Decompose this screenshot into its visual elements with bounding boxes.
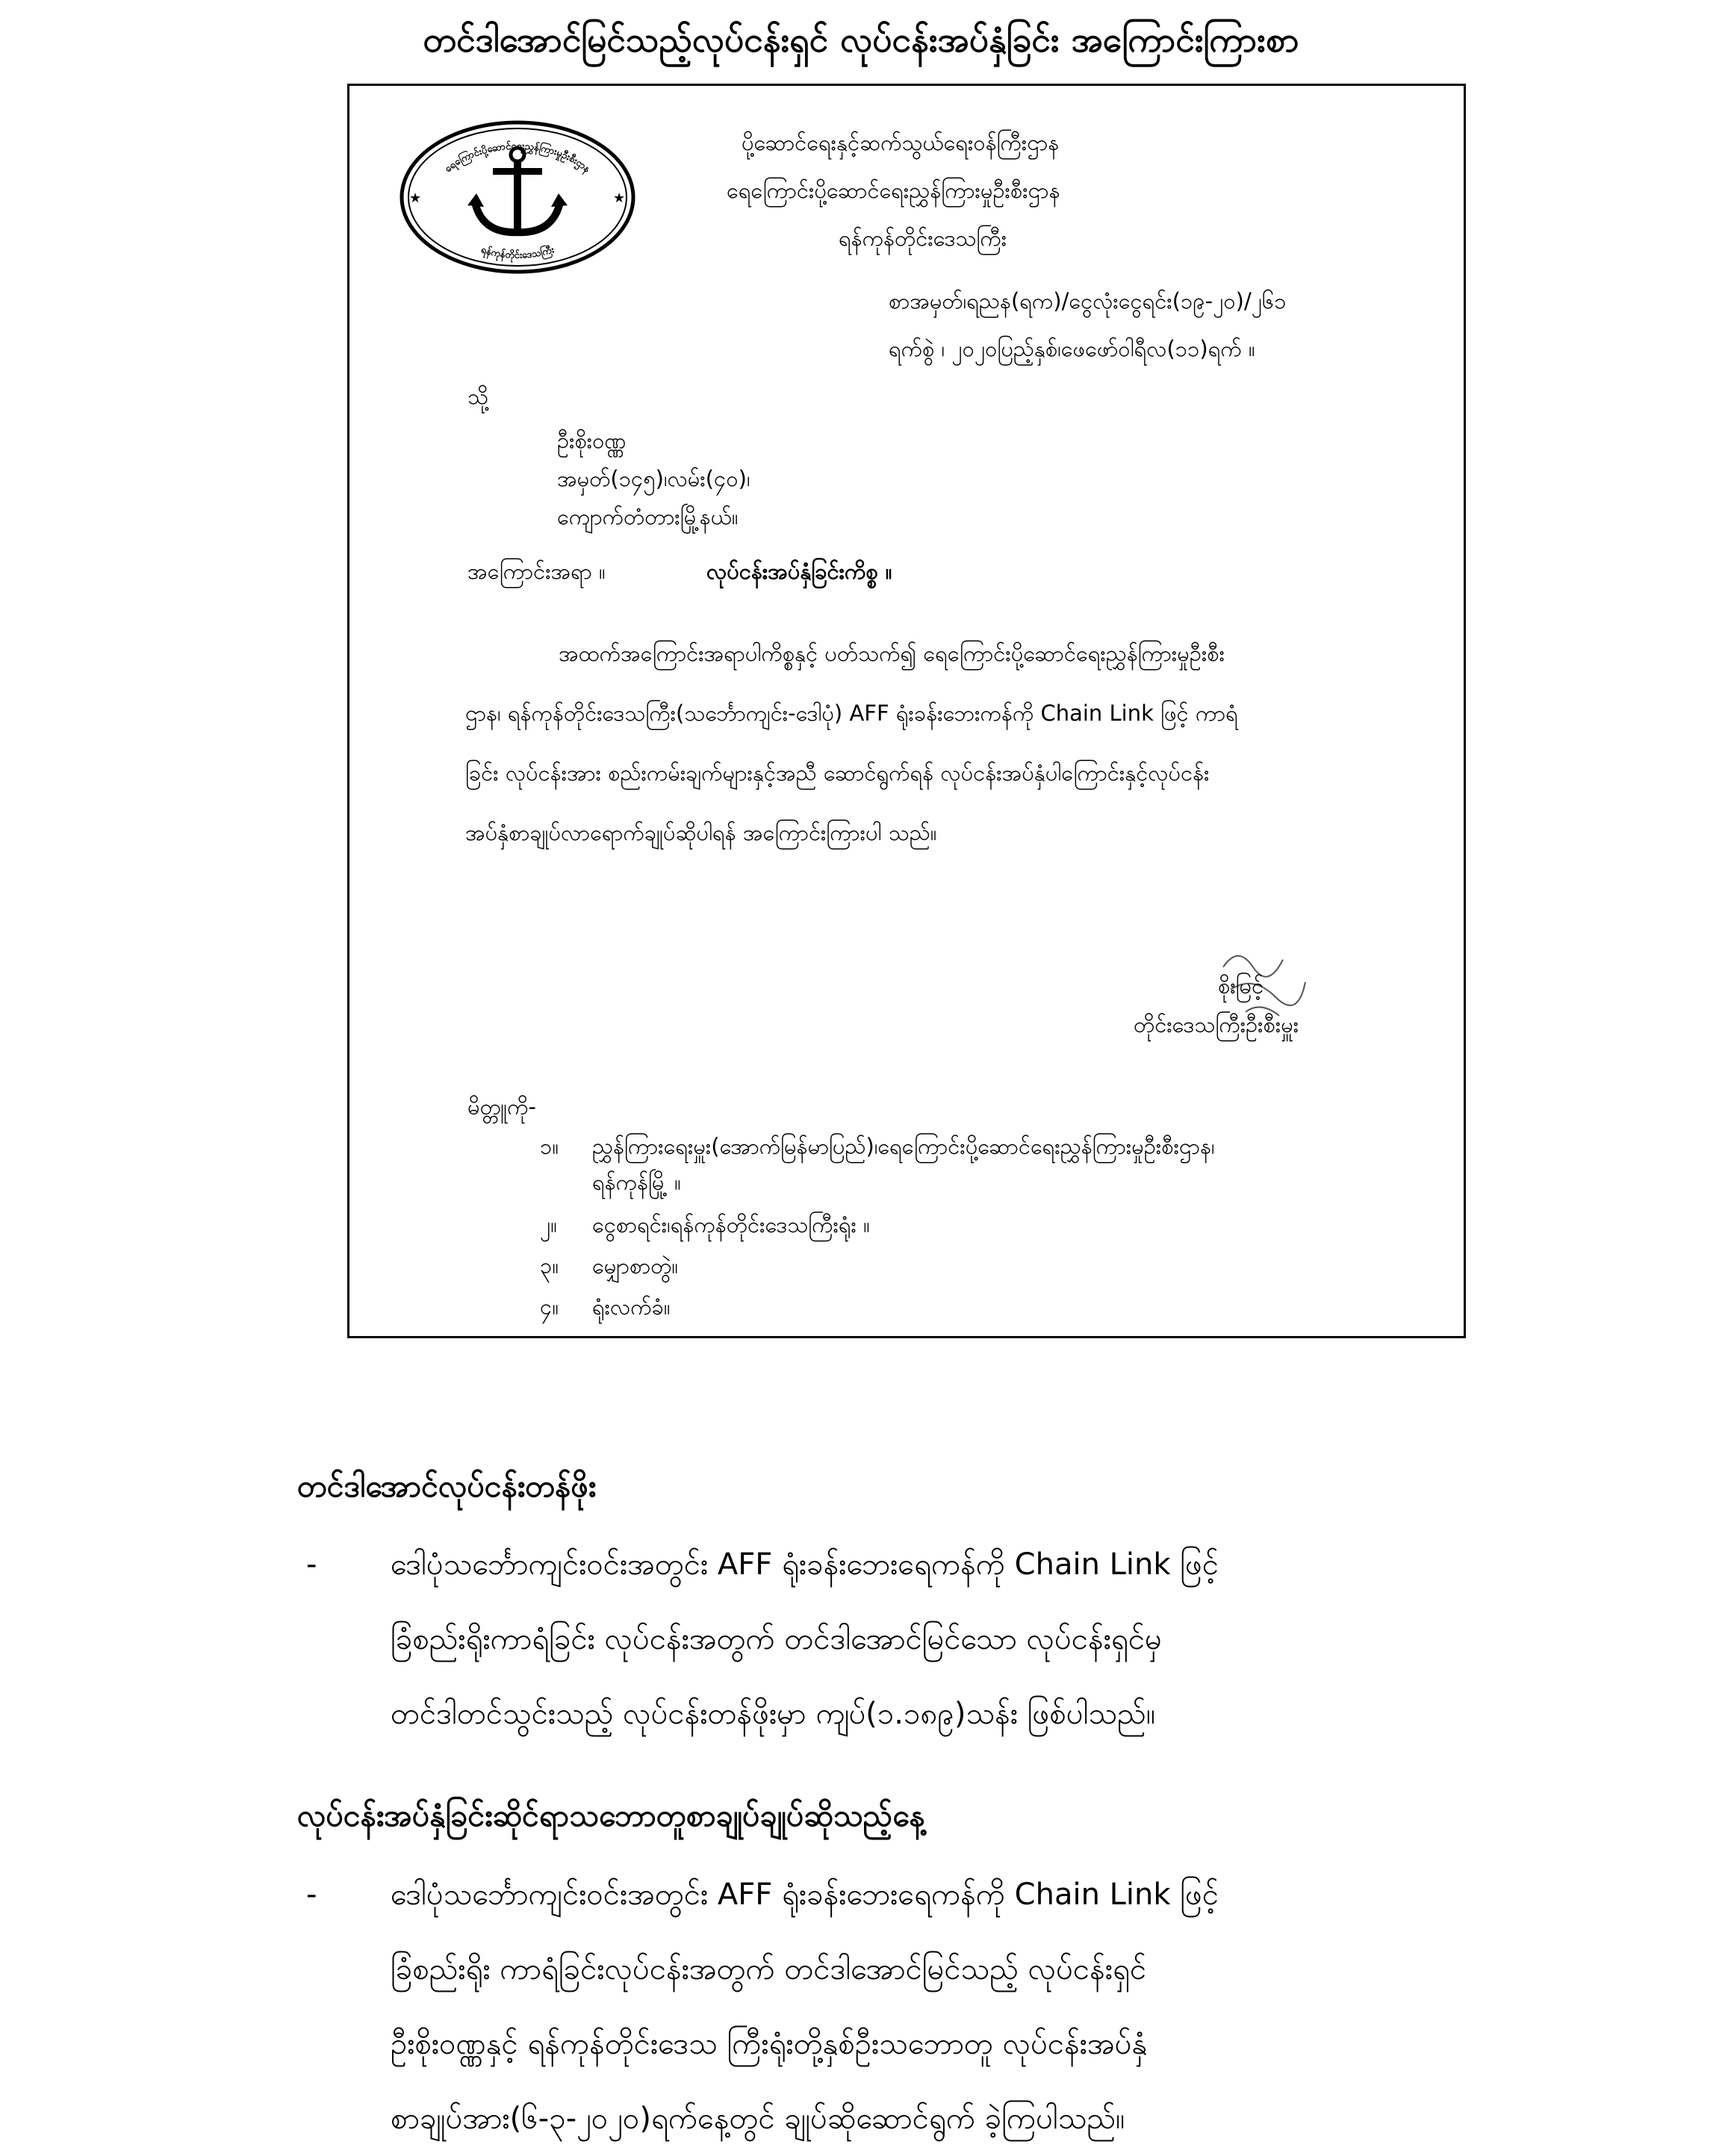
section-heading-tender-value: တင်ဒါအောင်လုပ်ငန်းတန်ဖိုး xyxy=(297,1468,597,1504)
cc-item-text-continued: ရန်ကုန်မြို့ ။ xyxy=(592,1169,681,1195)
letter-body xyxy=(465,624,1380,863)
reference-number: စာအမှတ်၊ရညန(ရက)/ငွေလုံးငွေရင်း(၁၉-၂၀)/၂၆၁ xyxy=(889,288,1287,314)
cc-item-text: မျှောစာတွဲ။ xyxy=(592,1253,679,1279)
department-line: ရေကြောင်းပို့ဆောင်ရေးညွှန်ကြားမှုဦးစီးဌာန xyxy=(727,178,1060,203)
body-line-1: အထက်အကြောင်းအရာပါကိစ္စနှင့် ပတ်သက်၍ ရေကြောင်းပို့ဆောင်ရေးညွှန်ကြားမှုဦးစီး xyxy=(559,641,1225,666)
to-label: သို့ xyxy=(467,384,489,409)
paragraph-line: စာချုပ်အား(၆-၃-၂၀၂၀)ရက်နေ့တွင် ချုပ်ဆိုဆောင်ရွက် ခဲ့ကြပါသည်။ xyxy=(391,2101,1125,2136)
cc-item-number: ၁။ xyxy=(540,1134,559,1159)
signature-name: စိုးမြင့် xyxy=(1218,973,1264,998)
recipient-township: ကျောက်တံတားမြို့နယ်။ xyxy=(557,504,739,529)
contract-date-paragraph xyxy=(391,1857,1503,2156)
paragraph-line: ခြံစည်းရိုး ကာရံခြင်းလုပ်ငန်းအတွက် တင်ဒါအောင်မြင်သည့် လုပ်ငန်းရှင် xyxy=(391,1952,1147,1986)
bullet-dash: - xyxy=(306,1547,317,1582)
letter-date: ရက်စွဲ ၊ ၂၀၂၀ပြည့်နှစ်၊ဖေဖော်ဝါရီလ(၁၁)ရက် ။ xyxy=(889,336,1255,361)
cc-item-text: ရုံးလက်ခံ။ xyxy=(592,1294,671,1320)
body-line-2: ဌာန၊ ရန်ကုန်တိုင်းဒေသကြီး(သင်္ဘောကျင်း-ဒေါပုံ) AFF ရုံးခန်းဘေးကန်ကို Chain Link ဖြင့် ကာရံ xyxy=(465,700,1238,726)
ministry-line: ပို့ဆောင်ရေးနှင့်ဆက်သွယ်ရေးဝန်ကြီးဌာန xyxy=(742,130,1060,155)
cc-item-number: ၄။ xyxy=(540,1294,559,1320)
paragraph-line: ဦးစိုးဝဏ္ဏနှင့် ရန်ကုန်တိုင်းဒေသ ကြီးရုံးတို့နှစ်ဦးသဘောတူ လုပ်ငန်းအပ်နှံ xyxy=(391,2027,1148,2061)
signature-title: တိုင်းဒေသကြီးဦးစီးမှူး xyxy=(1134,1012,1299,1037)
anchor-seal-icon xyxy=(394,114,641,280)
region-line: ရန်ကုန်တိုင်းဒေသကြီး xyxy=(839,226,1007,251)
recipient-address: အမှတ်(၁၄၅)၊လမ်း(၄၀)၊ xyxy=(557,466,750,491)
section-heading-contract-date: လုပ်ငန်းအပ်နှံခြင်းဆိုင်ရာသဘောတူစာချုပ်ချုပ်ဆိုသည့်နေ့ xyxy=(297,1798,925,1833)
seal-bottom-text: ရန်ကုန်တိုင်းဒေသကြီး xyxy=(479,244,556,261)
body-line-4: အပ်နှံစာချုပ်လာရောက်ချုပ်ဆိုပါရန် အကြောင်းကြားပါ သည်။ xyxy=(465,820,937,845)
tender-value-paragraph xyxy=(391,1527,1503,1751)
bullet-dash: - xyxy=(306,1877,317,1912)
cc-item-number: ၂။ xyxy=(540,1212,558,1237)
svg-text:★: ★ xyxy=(409,190,422,206)
svg-text:★: ★ xyxy=(613,190,626,206)
cc-label: မိတ္တူကို- xyxy=(467,1094,536,1119)
paragraph-line: ခြံစည်းရိုးကာရံခြင်း လုပ်ငန်းအတွက် တင်ဒါအောင်မြင်သော လုပ်ငန်းရှင်မှ xyxy=(391,1622,1162,1656)
cc-item-text: ငွေစာရင်း၊ရန်ကုန်တိုင်းဒေသကြီးရုံး ။ xyxy=(592,1212,870,1237)
page-title: တင်ဒါအောင်မြင်သည့်လုပ်ငန်းရှင် လုပ်ငန်းအပ်နှံခြင်း အကြောင်းကြားစာ xyxy=(423,19,1299,60)
paragraph-line: ဒေါပုံသင်္ဘောကျင်းဝင်းအတွင်း AFF ရုံးခန်းဘေးရေကန်ကို Chain Link ဖြင့် xyxy=(391,1547,1219,1582)
subject-label: အကြောင်းအရာ ။ xyxy=(467,559,606,584)
body-line-3: ခြင်း လုပ်ငန်းအား စည်းကမ်းချက်များနှင့်အညီ ဆောင်ရွက်ရန် လုပ်ငန်းအပ်နှံပါကြောင်းနှင့်လုပ်ငန်း xyxy=(465,760,1210,786)
paragraph-line: တင်ဒါတင်သွင်းသည့် လုပ်ငန်းတန်ဖိုးမှာ ကျပ်(၁.၁၈၉)သန်း ဖြစ်ပါသည်။ xyxy=(391,1697,1155,1731)
cc-item-text: ညွှန်ကြားရေးမှူး(အောက်မြန်မာပြည်)၊ရေကြောင်းပို့ဆောင်ရေးညွှန်ကြားမှုဦးစီးဌာန၊ xyxy=(592,1134,1215,1159)
cc-item-number: ၃။ xyxy=(540,1253,559,1279)
seal-top-text: ရေကြောင်းပို့ဆောင်ရေးညွှန်ကြားမှုဦးစီးဌာန xyxy=(443,140,593,175)
subject-text: လုပ်ငန်းအပ်နှံခြင်းကိစ္စ ။ xyxy=(706,559,892,584)
recipient-name: ဦးစိုးဝဏ္ဏ xyxy=(557,428,627,453)
svg-text:ရန်ကုန်တိုင်းဒေသကြီး xyxy=(479,242,556,264)
paragraph-line: ဒေါပုံသင်္ဘောကျင်းဝင်းအတွင်း AFF ရုံးခန်းဘေးရေကန်ကို Chain Link ဖြင့် xyxy=(391,1877,1219,1912)
letter-scan xyxy=(347,84,1466,1338)
